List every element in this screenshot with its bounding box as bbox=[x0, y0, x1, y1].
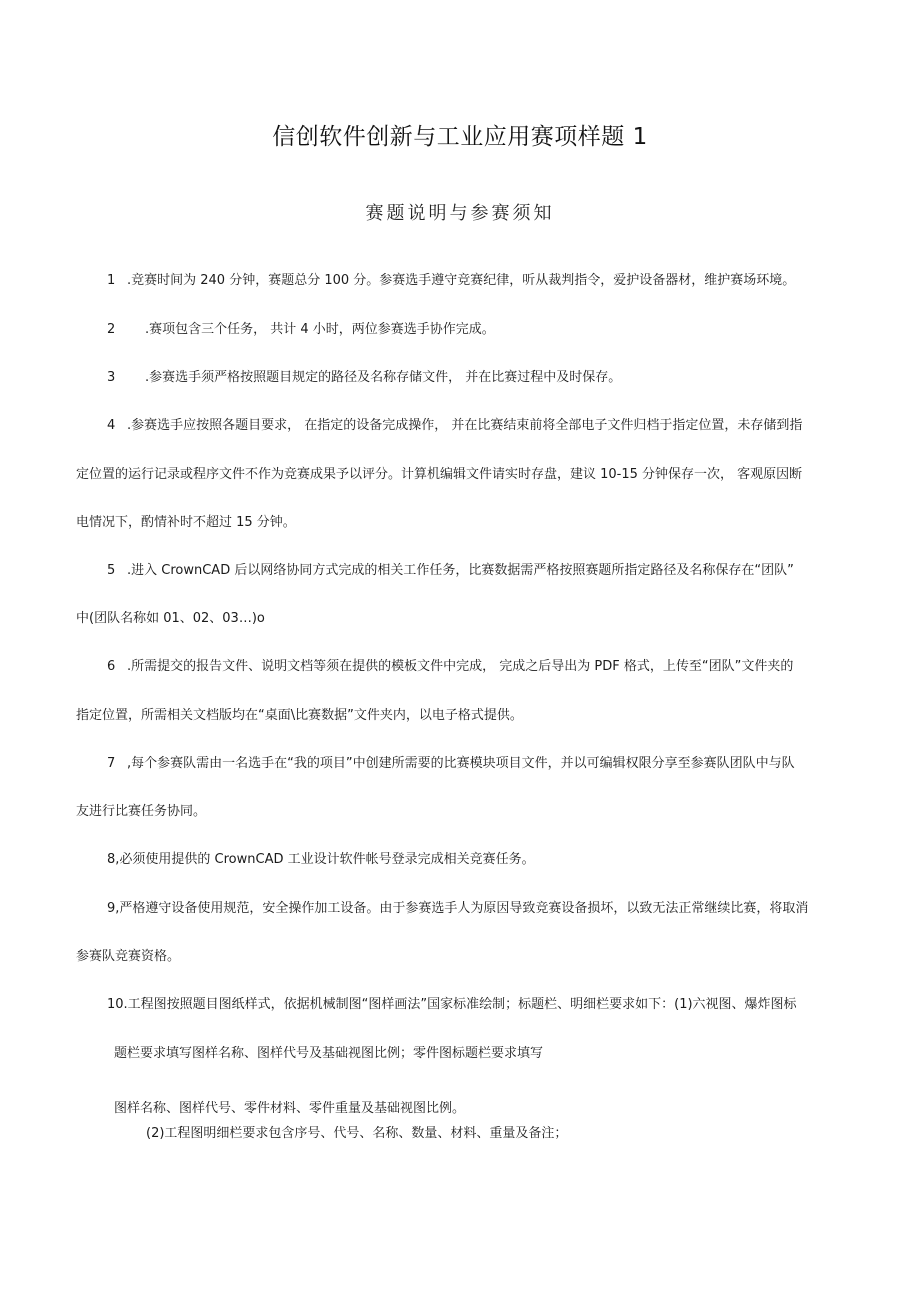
item-4-line-1 bbox=[107, 417, 802, 435]
item-2-number: 2 bbox=[107, 322, 116, 337]
item-6-line-1 bbox=[107, 658, 793, 676]
item-10-line-2: 题栏要求填写图样名称、图样代号及基础视图比例；零件图标题栏要求填写 bbox=[114, 1046, 544, 1061]
item-6-text-1: .所需提交的报告文件、说明文档等须在提供的模板文件中完成， 完成之后导出为 PDF 格式，上传至“团队”文件夹的 bbox=[127, 659, 794, 674]
item-7-line-1 bbox=[107, 755, 795, 773]
item-5-line-1 bbox=[107, 562, 794, 580]
item-7-text-1: ,每个参赛队需由一名选手在“我的项目”中创建所需要的比赛模块项目文件，并以可编辑权限分享至参赛队团队中与队 bbox=[127, 756, 795, 771]
item-2-text: .赛项包含三个任务， 共计 4 小时，两位参赛选手协作完成。 bbox=[145, 322, 495, 337]
item-4-number: 4 bbox=[107, 418, 116, 433]
document-subtitle: 赛题说明与参赛须知 bbox=[365, 203, 555, 224]
document-title: 信创软件创新与工业应用赛项样题 1 bbox=[272, 124, 648, 150]
item-4-text-1: .参赛选手应按照各题目要求， 在指定的设备完成操作， 并在比赛结束前将全部电子文件归档于指定位置，未存储到指 bbox=[127, 418, 803, 433]
item-5-line-2: 中(团队名称如 01、02、03…)o bbox=[76, 611, 265, 626]
item-4-line-2: 定位置的运行记录或程序文件不作为竞赛成果予以评分。计算机编辑文件请实时存盘，建议 10-15 分钟保存一次， 客观原因断 bbox=[76, 467, 803, 482]
item-3-number: 3 bbox=[107, 370, 116, 385]
item-2-line-1 bbox=[107, 321, 495, 339]
item-6-line-2: 指定位置，所需相关文档版均在“桌面\比赛数据”文件夹内，以电子格式提供。 bbox=[76, 708, 523, 723]
item-10-line-3: 图样名称、图样代号、零件材料、零件重量及基础视图比例。 bbox=[114, 1101, 466, 1116]
item-10-line-1: 10.工程图按照题目图纸样式，依据机械制图“图样画法”国家标准绘制；标题栏、明细栏要求如下：(1)六视图、爆炸图标 bbox=[107, 997, 797, 1012]
item-3-text: .参赛选手须严格按照题目规定的路径及名称存储文件， 并在比赛过程中及时保存。 bbox=[145, 370, 622, 385]
item-3-line-1 bbox=[107, 369, 621, 387]
item-8-line-1: 8,必须使用提供的 CrownCAD 工业设计软件帐号登录完成相关竞赛任务。 bbox=[107, 852, 535, 867]
item-7-number: 7 bbox=[107, 756, 116, 771]
item-9-line-2: 参赛队竞赛资格。 bbox=[76, 949, 181, 964]
item-4-line-3: 电情况下，酌情补时不超过 15 分钟。 bbox=[76, 515, 296, 530]
item-10-line-4: (2)工程图明细栏要求包含序号、代号、名称、数量、材料、重量及备注； bbox=[146, 1126, 568, 1141]
item-7-line-2: 友进行比赛任务协同。 bbox=[76, 804, 207, 819]
item-1-line-1 bbox=[107, 272, 795, 290]
item-1-text: .竞赛时间为 240 分钟，赛题总分 100 分。参赛选手遵守竞赛纪律，听从裁判指令，爱护设备器材，维护赛场环境。 bbox=[127, 273, 796, 288]
item-5-text-1: .进入 CrownCAD 后以网络协同方式完成的相关工作任务，比赛数据需严格按照赛题所指定路径及名称保存在“团队” bbox=[127, 563, 794, 578]
item-9-line-1: 9,严格遵守设备使用规范，安全操作加工设备。由于参赛选手人为原因导致竞赛设备损坏，以致无法正常继续比赛，将取消 bbox=[107, 901, 809, 916]
item-1-number: 1 bbox=[107, 273, 116, 288]
item-5-number: 5 bbox=[107, 563, 116, 578]
item-6-number: 6 bbox=[107, 659, 116, 674]
